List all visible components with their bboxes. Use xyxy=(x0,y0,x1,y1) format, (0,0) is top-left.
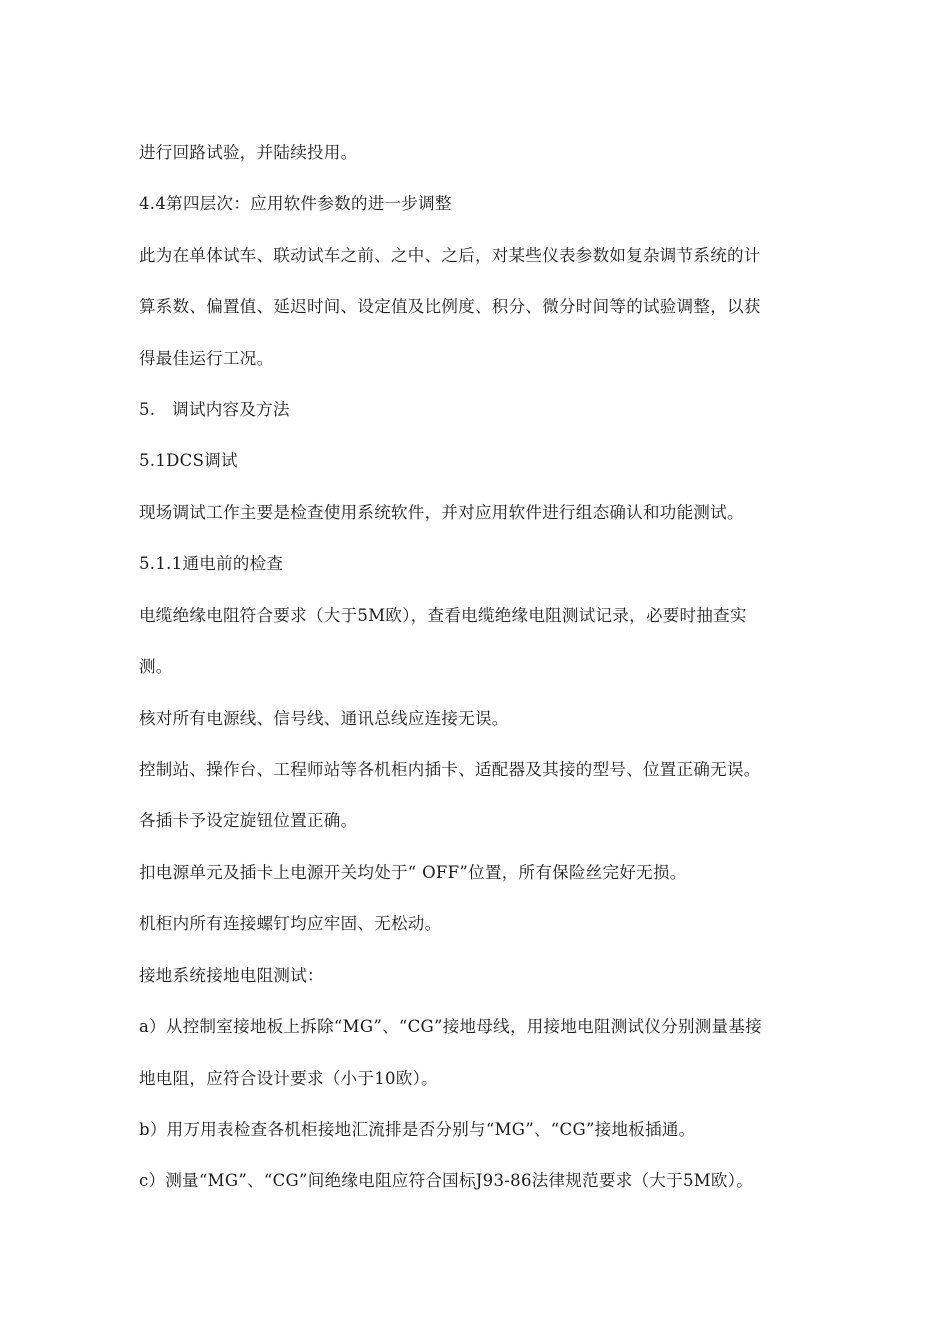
list-item-a-continued: 地电阻，应符合设计要求（小于10欧）。 xyxy=(139,1069,438,1088)
section-heading-5: 5. 调试内容及方法 xyxy=(139,400,290,419)
paragraph-line: 各插卡予设定旋钮位置正确。 xyxy=(139,811,358,830)
paragraph-line: 机柜内所有连接螺钉均应牢固、无松动。 xyxy=(139,914,442,933)
paragraph-line: 扣电源单元及插卡上电源开关均处于“ OFF”位置，所有保险丝完好无损。 xyxy=(139,863,687,882)
section-heading-5-1-1: 5.1.1通电前的检查 xyxy=(139,554,284,573)
section-heading-4-4: 4.4第四层次：应用软件参数的进一步调整 xyxy=(139,194,452,213)
section-heading-5-1: 5.1DCS调试 xyxy=(139,451,238,470)
text-line-continuation: 进行回路试验，并陆续投用。 xyxy=(139,143,358,162)
paragraph-line: 核对所有电源线、信号线、通讯总线应连接无误。 xyxy=(139,709,509,728)
paragraph-line: 电缆绝缘电阻符合要求（大于5M欧），查看电缆绝缘电阻测试记录，必要时抽查实 xyxy=(139,606,747,625)
paragraph-line: 此为在单体试车、联动试车之前、之中、之后，对某些仪表参数如复杂调节系统的计 xyxy=(139,246,761,265)
paragraph-line: 控制站、操作台、工程师站等各机柜内插卡、适配器及其接的型号、位置正确无误。 xyxy=(139,760,761,779)
list-item-a: a）从控制室接地板上拆除“MG”、“CG”接地母线，用接地电阻测试仪分别测量基接 xyxy=(139,1017,762,1036)
paragraph-line: 接地系统接地电阻测试： xyxy=(139,966,324,985)
paragraph-line: 现场调试工作主要是检查使用系统软件，并对应用软件进行组态确认和功能测试。 xyxy=(139,503,744,522)
paragraph-line: 得最佳运行工况。 xyxy=(139,349,274,368)
list-item-c: c）测量“MG”、“CG”间绝缘电阻应符合国标J93-86法律规范要求（大于5M欧）。 xyxy=(139,1171,754,1190)
list-item-b: b）用万用表检查各机柜接地汇流排是否分别与“MG”、“CG”接地板插通。 xyxy=(139,1120,696,1139)
paragraph-line: 测。 xyxy=(139,657,173,676)
paragraph-line: 算系数、偏置值、延迟时间、设定值及比例度、积分、微分时间等的试验调整，以获 xyxy=(139,297,761,316)
